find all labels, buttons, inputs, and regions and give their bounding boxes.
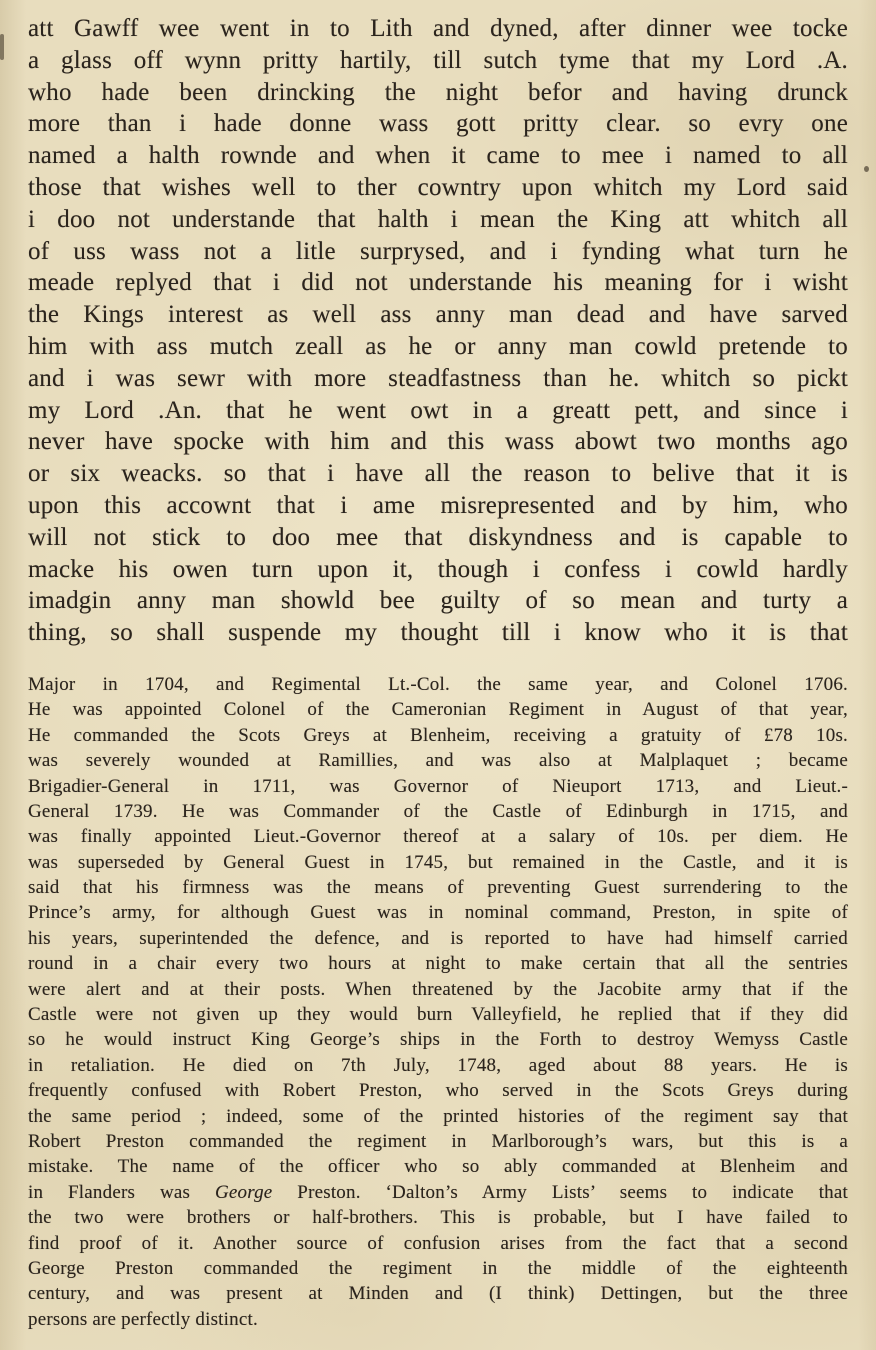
text-line: was superseded by General Guest in 1745, but remained in the Castle, and it is — [28, 851, 848, 873]
text-line: the two were brothers or half-brothers. This is probable, but I have failed to — [28, 1207, 848, 1229]
text-line: was severely wounded at Ramillies, and was also at Malplaquet ; became — [28, 750, 848, 772]
text-line: round in a chair every two hours at night to make certain that all the sentries — [28, 953, 848, 975]
text-line: will not stick to doo mee that diskyndness and is capable to — [28, 523, 848, 551]
text-line: more than i hade donne wass gott pritty clear. so evry one — [28, 110, 848, 138]
text-line: the same period ; indeed, some of the printed histories of the regiment say that — [28, 1105, 848, 1127]
text-line: George Preston commanded the regiment in the middle of the eighteenth — [28, 1257, 848, 1279]
text-line: or six weacks. so that i have all the reason to belive that it is — [28, 460, 848, 488]
text-line: Prince’s army, for although Guest was in nominal command, Preston, in spite of — [28, 902, 848, 924]
scan-edge-mark — [0, 34, 4, 60]
text-line: in retaliation. He died on 7th July, 1748, aged about 88 years. He is — [28, 1054, 848, 1076]
text-line: was finally appointed Lieut.-Governor thereof at a salary of 10s. per diem. He — [28, 826, 848, 848]
text-line: who hade been drincking the night befor and having drunck — [28, 78, 848, 106]
text-line: Castle were not given up they would burn Valleyfield, he replied that if they did — [28, 1004, 848, 1026]
text-line: those that wishes well to ther cowntry upon whitch my Lord said — [28, 173, 848, 201]
footnote-block — [28, 672, 848, 1332]
text-line: imadgin anny man showld bee guilty of so mean and turty a — [28, 587, 848, 615]
text-line: macke his owen turn upon it, though i confess i cowld hardly — [28, 555, 848, 583]
text-line: of uss wass not a litle surprysed, and i fynding what turn he — [28, 237, 848, 265]
text-line: him with ass mutch zeall as he or anny man cowld pretende to — [28, 332, 848, 360]
text-line: century, and was present at Minden and (I think) Dettingen, but the three — [28, 1283, 848, 1305]
text-line: said that his firmness was the means of preventing Guest surrendering to the — [28, 877, 848, 899]
text-line: Major in 1704, and Regimental Lt.-Col. the same year, and Colonel 1706. — [28, 673, 848, 695]
text-line: named a halth rownde and when it came to mee i named to all — [28, 142, 848, 170]
text-line: He was appointed Colonel of the Cameronian Regiment in August of that year, — [28, 699, 848, 721]
text-line: never have spocke with him and this wass abowt two months ago — [28, 428, 848, 456]
text-line: thing, so shall suspende my thought till i know who it is that — [28, 619, 848, 647]
text-line: Brigadier-General in 1711, was Governor of Nieuport 1713, and Lieut.- — [28, 775, 848, 797]
text-line: persons are perfectly distinct. — [28, 1308, 258, 1330]
text-line: a glass off wynn pritty hartily, till sutch tyme that my Lord .A. — [28, 46, 848, 74]
text-line: mistake. The name of the officer who so ably commanded at Blenheim and — [28, 1156, 848, 1178]
text-line: frequently confused with Robert Preston, who served in the Scots Greys during — [28, 1080, 848, 1102]
text-line: were alert and at their posts. When threatened by the Jacobite army that if the — [28, 978, 848, 1000]
text-line: and i was sewr with more steadfastness than he. whitch so pickt — [28, 364, 848, 392]
text-line: his years, superintended the defence, and is reported to have had himself carried — [28, 927, 848, 949]
text-line: General 1739. He was Commander of the Castle of Edinburgh in 1715, and — [28, 800, 848, 822]
main-text-block — [28, 0, 848, 649]
scan-speck — [864, 166, 869, 172]
text-line: my Lord .An. that he went owt in a greatt pett, and since i — [28, 396, 848, 424]
text-line: Robert Preston commanded the regiment in Marlborough’s wars, but this is a — [28, 1130, 848, 1152]
text-line: att Gawff wee went in to Lith and dyned, after dinner wee tocke — [28, 15, 848, 42]
text-line: in Flanders was George Preston. ‘Dalton’s Army Lists’ seems to indicate that — [28, 1181, 848, 1203]
text-line: so he would instruct King George’s ships in the Forth to destroy Wemyss Castle — [28, 1029, 848, 1051]
text-line: He commanded the Scots Greys at Blenheim, receiving a gratuity of £78 10s. — [28, 724, 848, 746]
text-line: find proof of it. Another source of confusion arises from the fact that a second — [28, 1232, 848, 1254]
text-line: meade replyed that i did not understande his meaning for i wisht — [28, 269, 848, 297]
text-line: the Kings interest as well ass anny man dead and have sarved — [28, 301, 848, 329]
text-line: i doo not understande that halth i mean the King att whitch all — [28, 205, 848, 233]
text-line: upon this accownt that i ame misrepresented and by him, who — [28, 491, 848, 519]
